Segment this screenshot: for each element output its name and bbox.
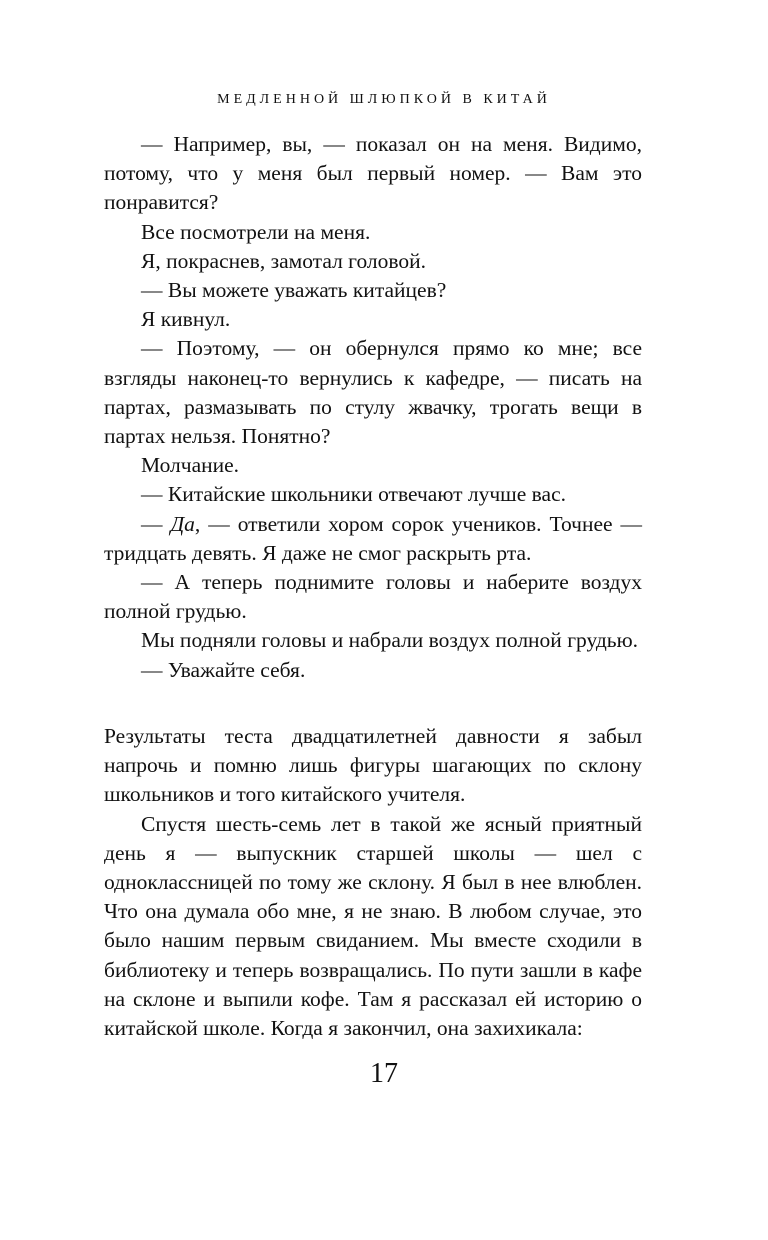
paragraph: Все посмотрели на меня. bbox=[141, 219, 371, 244]
page-number: 17 bbox=[370, 1058, 398, 1089]
paragraph: Результаты теста двадцатилетней давности я забыл напрочь и помню лишь фигуры шагающих по склону школьников и того китайского учителя. bbox=[104, 724, 642, 807]
paragraph: Я, покраснев, замотал головой. bbox=[141, 248, 427, 273]
paragraph: Спустя шесть-семь лет в такой же ясный приятный день я — выпускник старшей школы — шел с одноклассницей по тому же склону. Я был в нее влюблен. Что она думала обо мне, я не знаю. В любом случае, это было нашим первым свиданием. Мы вместе сходили в библиотеку и теперь возвращались. По пути зашли в кафе на склоне и выпили кофе. Там я рассказал ей историю о китайской школе. Когда я закончил, она захихикала: bbox=[104, 811, 642, 1041]
chorus-prefix: — bbox=[141, 511, 171, 536]
paragraph: — А теперь поднимите головы и наберите воздух полной грудью. bbox=[104, 570, 642, 624]
paragraph: — Например, вы, — показал он на меня. Видимо, потому, что у меня был первый номер. — Вам это понравится? bbox=[104, 132, 642, 215]
italic-word: Да bbox=[170, 511, 195, 536]
running-head: МЕДЛЕННОЙ ШЛЮПКОЙ В КИТАЙ bbox=[217, 92, 551, 107]
chorus-paragraph bbox=[104, 510, 642, 568]
paragraph: — Вы можете уважать китайцев? bbox=[141, 278, 447, 303]
dialogue-section bbox=[104, 130, 642, 685]
paragraph: Молчание. bbox=[141, 453, 240, 478]
paragraph: Я кивнул. bbox=[141, 307, 231, 332]
narrative-section bbox=[104, 722, 642, 1043]
paragraph: Мы подняли головы и набрали воздух полной грудью. bbox=[141, 628, 639, 653]
chorus-rest: , — ответили хором сорок учеников. Точнее — тридцать девять. Я даже не смог раскрыть рта. bbox=[104, 511, 643, 565]
paragraph: — Поэтому, — он обернулся прямо ко мне; все взгляды наконец-то вернулись к кафедре, — писать на партах, размазывать по стулу жвачку, трогать вещи в партах нельзя. Понятно? bbox=[104, 336, 642, 449]
paragraph: — Уважайте себя. bbox=[141, 657, 306, 682]
paragraph: — Китайские школьники отвечают лучше вас. bbox=[141, 482, 566, 507]
